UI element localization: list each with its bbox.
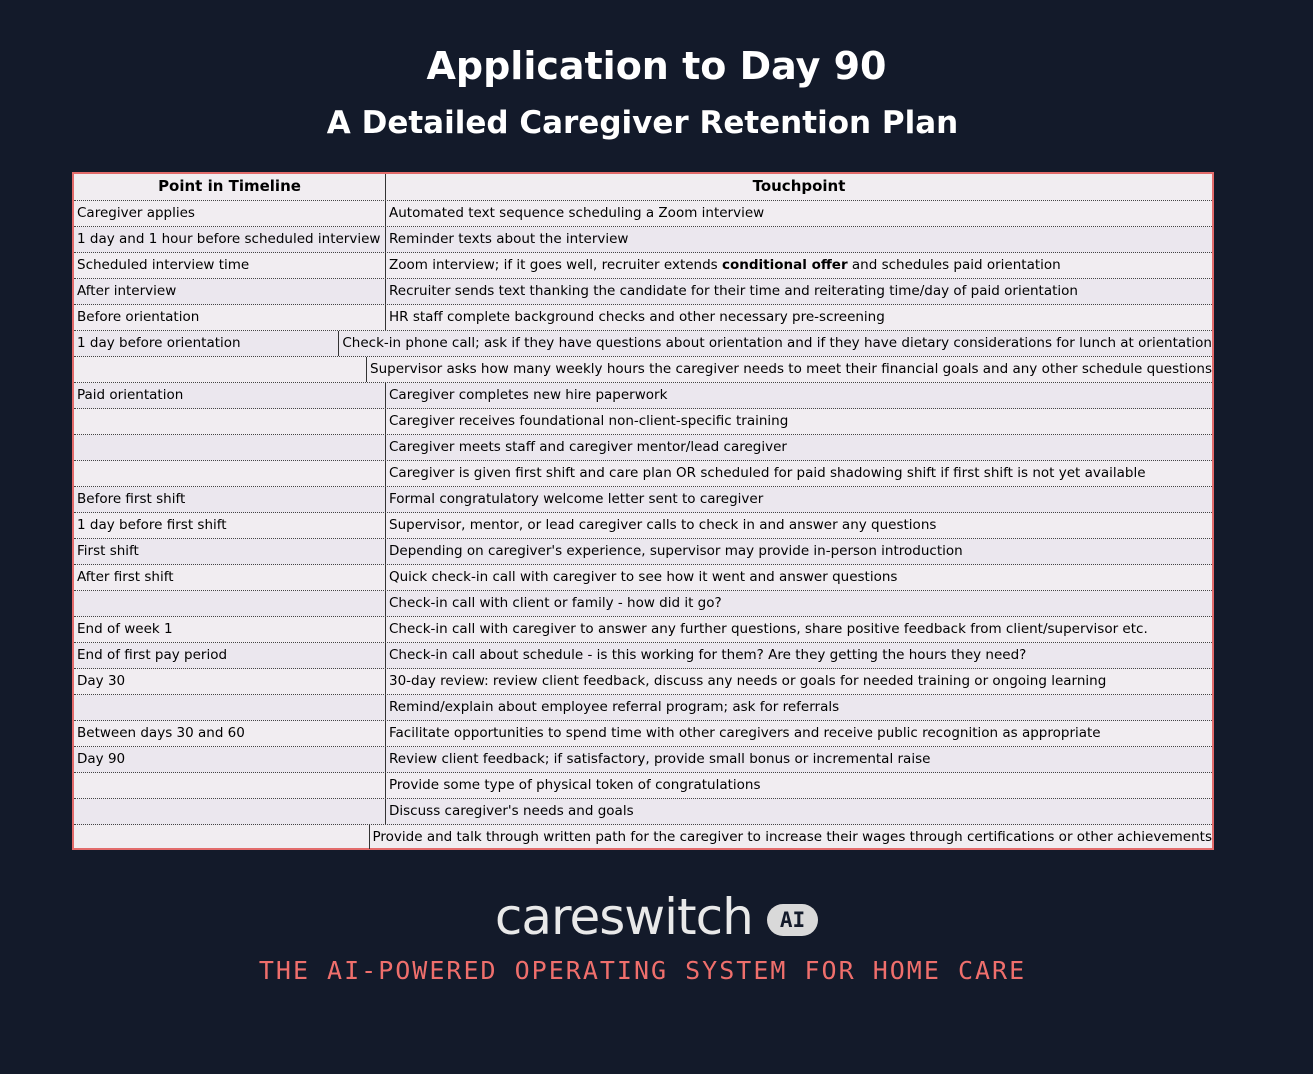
touchpoint-cell: Check-in phone call; ask if they have questions about orientation and if they have dietary considerations for lunch at orientation <box>342 335 1212 351</box>
tagline: THE AI-POWERED OPERATING SYSTEM FOR HOME CARE <box>258 956 1027 985</box>
touchpoint-cell: Check-in call with caregiver to answer any further questions, share positive feedback from client/supervisor etc. <box>389 621 1148 637</box>
table-row <box>74 227 1212 253</box>
timeline-point-cell <box>74 409 386 434</box>
touchpoint-cell: Recruiter sends text thanking the candidate for their time and reiterating time/day of paid orientation <box>389 283 1078 299</box>
timeline-point-cell: 1 day before orientation <box>74 331 339 356</box>
touchpoint-cell <box>386 253 1212 278</box>
touchpoint-cell: Reminder texts about the interview <box>389 231 629 247</box>
logo-wordmark: careswitch <box>494 888 753 946</box>
table-row <box>74 591 1212 617</box>
touchpoint-cell: Supervisor, mentor, or lead caregiver calls to check in and answer any questions <box>389 517 937 533</box>
table-row <box>74 357 1212 383</box>
table-row <box>74 773 1212 799</box>
touchpoint-cell: Facilitate opportunities to spend time with other caregivers and receive public recognition as appropriate <box>389 725 1101 741</box>
touchpoint-cell: Caregiver meets staff and caregiver mentor/lead caregiver <box>389 439 787 455</box>
timeline-point-cell <box>74 357 367 382</box>
page-title: Application to Day 90 <box>426 44 887 88</box>
table-row <box>74 253 1212 279</box>
timeline-point-cell: 1 day and 1 hour before scheduled interview <box>74 227 386 252</box>
table-row <box>74 747 1212 773</box>
table-row <box>74 461 1212 487</box>
touchpoint-cell: Depending on caregiver's experience, supervisor may provide in-person introduction <box>389 543 963 559</box>
timeline-point-cell <box>74 825 370 849</box>
table-header-row <box>74 174 1212 201</box>
timeline-point-cell: First shift <box>74 539 386 564</box>
table-row <box>74 383 1212 409</box>
timeline-point-cell: End of first pay period <box>74 643 386 668</box>
table-row <box>74 565 1212 591</box>
page-subtitle: A Detailed Caregiver Retention Plan <box>326 105 959 141</box>
timeline-point-cell: End of week 1 <box>74 617 386 642</box>
column-header-point: Point in Timeline <box>74 174 386 200</box>
timeline-point-cell <box>74 695 386 720</box>
table-row <box>74 331 1212 357</box>
logo-ai-badge: AI <box>767 904 818 936</box>
timeline-point-cell: Between days 30 and 60 <box>74 721 386 746</box>
timeline-point-cell: After first shift <box>74 565 386 590</box>
timeline-point-cell: Before first shift <box>74 487 386 512</box>
touchpoint-cell: Provide some type of physical token of congratulations <box>389 777 761 793</box>
touchpoint-cell: Check-in call about schedule - is this working for them? Are they getting the hours they need? <box>389 647 1027 663</box>
touchpoint-cell: Quick check-in call with caregiver to see how it went and answer questions <box>389 569 898 585</box>
table-row <box>74 435 1212 461</box>
table-row <box>74 201 1212 227</box>
touchpoint-cell: Supervisor asks how many weekly hours the caregiver needs to meet their financial goals and any other schedule questions <box>370 361 1212 377</box>
timeline-point-cell: Day 30 <box>74 669 386 694</box>
timeline-point-cell <box>74 773 386 798</box>
table-row <box>74 279 1212 305</box>
column-header-touchpoint: Touchpoint <box>752 177 846 195</box>
timeline-point-cell <box>74 799 386 824</box>
table-row <box>74 409 1212 435</box>
careswitch-logo <box>0 885 1313 949</box>
touchpoint-text: and schedules paid orientation <box>847 257 1061 273</box>
touchpoint-cell: Remind/explain about employee referral program; ask for referrals <box>389 699 840 715</box>
timeline-point-cell: Before orientation <box>74 305 386 330</box>
table-row <box>74 825 1212 849</box>
touchpoint-cell: Formal congratulatory welcome letter sent to caregiver <box>389 491 764 507</box>
table-row <box>74 305 1212 331</box>
touchpoint-cell: Caregiver completes new hire paperwork <box>389 387 668 403</box>
timeline-point-cell: Scheduled interview time <box>74 253 386 278</box>
table-row <box>74 799 1212 825</box>
touchpoint-cell: Check-in call with client or family - how did it go? <box>389 595 722 611</box>
table-row <box>74 643 1212 669</box>
timeline-point-cell <box>74 435 386 460</box>
timeline-point-cell: After interview <box>74 279 386 304</box>
retention-plan-table <box>72 172 1214 850</box>
table-row <box>74 487 1212 513</box>
touchpoint-cell: Automated text sequence scheduling a Zoom interview <box>389 205 765 221</box>
table-row <box>74 695 1212 721</box>
touchpoint-cell: HR staff complete background checks and other necessary pre-screening <box>389 309 885 325</box>
touchpoint-cell: Caregiver receives foundational non-client-specific training <box>389 413 789 429</box>
table-row <box>74 721 1212 747</box>
timeline-point-cell: 1 day before first shift <box>74 513 386 538</box>
table-row <box>74 539 1212 565</box>
touchpoint-cell: 30-day review: review client feedback, discuss any needs or goals for needed training or ongoing learning <box>389 673 1107 689</box>
touchpoint-text: Zoom interview; if it goes well, recruiter extends <box>389 257 722 273</box>
touchpoint-cell: Caregiver is given first shift and care plan OR scheduled for paid shadowing shift if first shift is not yet available <box>389 465 1146 481</box>
timeline-point-cell <box>74 461 386 486</box>
timeline-point-cell <box>74 591 386 616</box>
table-row <box>74 513 1212 539</box>
timeline-point-cell: Day 90 <box>74 747 386 772</box>
touchpoint-cell: Discuss caregiver's needs and goals <box>389 803 634 819</box>
touchpoint-cell: Review client feedback; if satisfactory, provide small bonus or incremental raise <box>389 751 931 767</box>
timeline-point-cell: Caregiver applies <box>74 201 386 226</box>
table-row <box>74 669 1212 695</box>
timeline-point-cell: Paid orientation <box>74 383 386 408</box>
touchpoint-emphasis: conditional offer <box>722 257 848 273</box>
table-row <box>74 617 1212 643</box>
touchpoint-cell: Provide and talk through written path for the caregiver to increase their wages through certifications or other achievements <box>372 829 1212 845</box>
